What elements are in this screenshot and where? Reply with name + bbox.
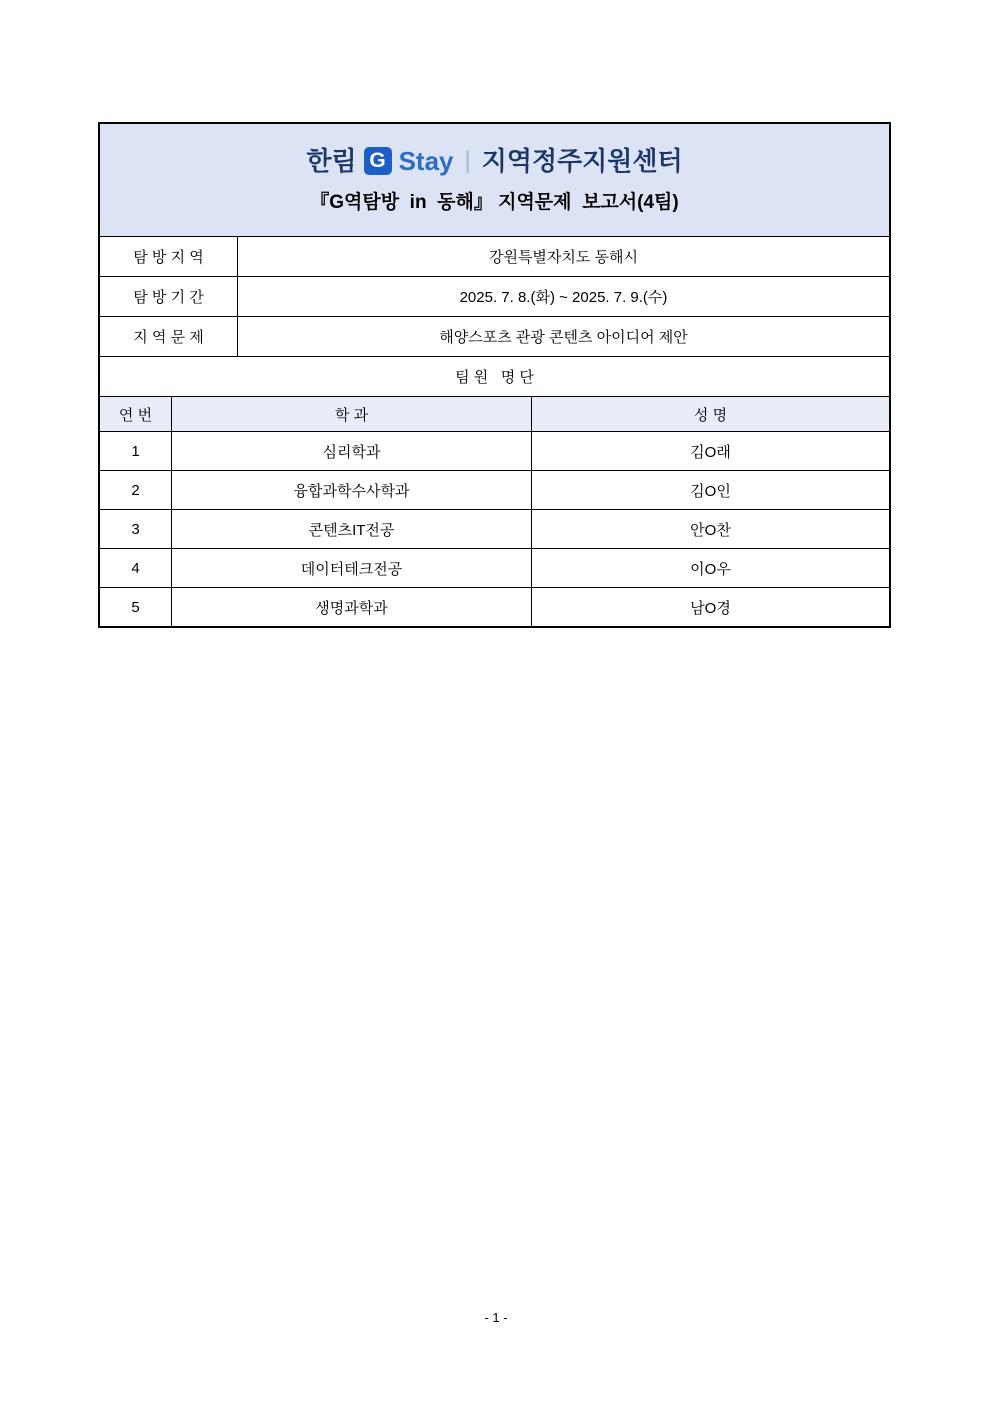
- banner: [100, 124, 889, 236]
- logo-separator: |: [464, 146, 471, 174]
- info-row-problem: [100, 316, 889, 356]
- member-header-dept: 학 과: [172, 397, 532, 431]
- page-number: - 1 -: [484, 1310, 508, 1325]
- member-no: 4: [100, 549, 172, 587]
- info-row-region: [100, 236, 889, 276]
- member-no: 1: [100, 432, 172, 470]
- info-label-region: 탐 방 지 역: [100, 237, 238, 276]
- team-list-section-title: 팀 원 명 단: [100, 356, 889, 396]
- member-dept: 콘텐츠IT전공: [172, 510, 532, 548]
- info-value-problem: 해양스포츠 관광 콘텐츠 아이디어 제안: [238, 317, 889, 356]
- member-no: 5: [100, 588, 172, 626]
- member-table-row: [100, 470, 889, 509]
- member-no: 2: [100, 471, 172, 509]
- member-name: 안O찬: [532, 510, 889, 548]
- member-table-row: [100, 548, 889, 587]
- member-table-row: [100, 509, 889, 548]
- logo-center-name-text: 지역정주지원센터: [481, 145, 683, 176]
- member-table-row: [100, 587, 889, 626]
- member-dept: 융합과학수사학과: [172, 471, 532, 509]
- member-table-row: [100, 431, 889, 470]
- logo-hanlim-text: 한림: [306, 145, 357, 176]
- member-dept: 심리학과: [172, 432, 532, 470]
- member-no: 3: [100, 510, 172, 548]
- member-header-no: 연 번: [100, 397, 172, 431]
- report-cover-table: [98, 122, 891, 628]
- member-header-name: 성 명: [532, 397, 889, 431]
- logo: [306, 147, 682, 175]
- member-name: 김O래: [532, 432, 889, 470]
- info-value-region: 강원특별자치도 동해시: [238, 237, 889, 276]
- info-value-period: 2025. 7. 8.(화) ~ 2025. 7. 9.(수): [238, 277, 889, 316]
- member-name: 김O인: [532, 471, 889, 509]
- g-badge-icon: G: [364, 147, 392, 175]
- info-label-period: 탐 방 기 간: [100, 277, 238, 316]
- info-label-problem: 지 역 문 제: [100, 317, 238, 356]
- info-row-period: [100, 276, 889, 316]
- member-name: 남O경: [532, 588, 889, 626]
- member-dept: 데이터테크전공: [172, 549, 532, 587]
- member-table-header: [100, 396, 889, 431]
- report-title: 『G역탐방 in 동해』 지역문제 보고서(4팀): [310, 191, 679, 213]
- member-name: 이O우: [532, 549, 889, 587]
- member-dept: 생명과학과: [172, 588, 532, 626]
- logo-stay-text: Stay: [398, 145, 454, 176]
